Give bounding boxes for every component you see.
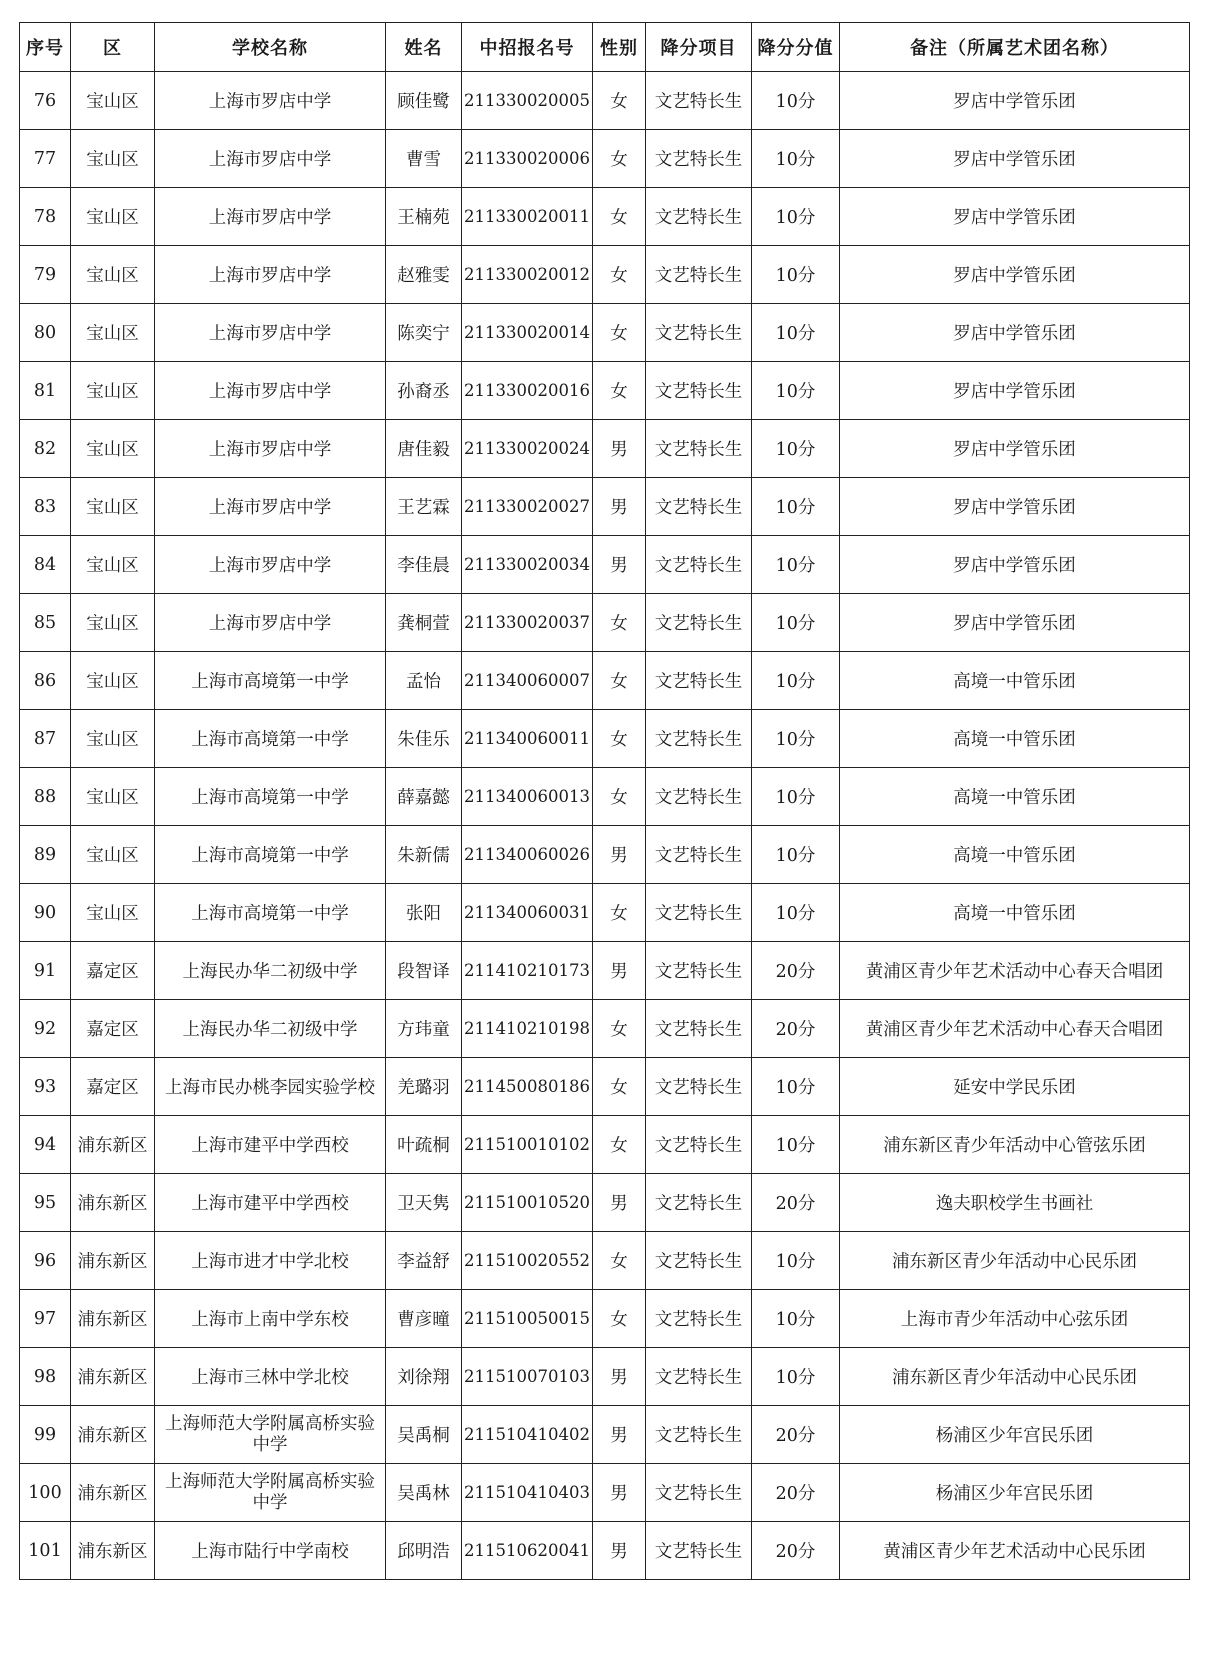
cell-name: 孙裔丞 [386,362,462,420]
cell-reg-no: 211510050015 [462,1290,593,1348]
cell-remark: 高境一中管乐团 [839,652,1189,710]
cell-seq: 77 [20,130,71,188]
table-row [20,362,1190,420]
cell-school: 上海市高境第一中学 [155,884,386,942]
cell-gender: 女 [592,1000,645,1058]
cell-remark: 浦东新区青少年活动中心管弦乐团 [839,1116,1189,1174]
cell-reg-no: 211510020552 [462,1232,593,1290]
cell-points: 20分 [751,1406,839,1464]
cell-district: 宝山区 [71,884,155,942]
cell-gender: 男 [592,1406,645,1464]
cell-reg-no: 211330020005 [462,72,593,130]
cell-school: 上海市罗店中学 [155,478,386,536]
cell-item: 文艺特长生 [645,536,751,594]
cell-name: 叶疏桐 [386,1116,462,1174]
cell-seq: 101 [20,1522,71,1580]
cell-name: 王楠苑 [386,188,462,246]
cell-school: 上海市民办桃李园实验学校 [155,1058,386,1116]
cell-gender: 女 [592,710,645,768]
cell-gender: 女 [592,1058,645,1116]
cell-gender: 女 [592,130,645,188]
cell-seq: 89 [20,826,71,884]
cell-gender: 女 [592,1116,645,1174]
cell-remark: 罗店中学管乐团 [839,130,1189,188]
cell-item: 文艺特长生 [645,1232,751,1290]
cell-item: 文艺特长生 [645,72,751,130]
cell-remark: 杨浦区少年宫民乐团 [839,1464,1189,1522]
cell-remark: 黄浦区青少年艺术活动中心民乐团 [839,1522,1189,1580]
cell-reg-no: 211330020034 [462,536,593,594]
cell-gender: 女 [592,768,645,826]
cell-seq: 97 [20,1290,71,1348]
cell-reg-no: 211340060031 [462,884,593,942]
cell-item: 文艺特长生 [645,304,751,362]
header-row [20,23,1190,72]
cell-district: 宝山区 [71,768,155,826]
table-row [20,942,1190,1000]
cell-points: 20分 [751,942,839,1000]
cell-item: 文艺特长生 [645,362,751,420]
cell-name: 唐佳毅 [386,420,462,478]
table-row [20,304,1190,362]
cell-item: 文艺特长生 [645,1522,751,1580]
cell-points: 10分 [751,1058,839,1116]
cell-district: 宝山区 [71,130,155,188]
cell-remark: 浦东新区青少年活动中心民乐团 [839,1348,1189,1406]
cell-school: 上海市陆行中学南校 [155,1522,386,1580]
cell-points: 10分 [751,130,839,188]
cell-school: 上海市罗店中学 [155,536,386,594]
cell-points: 10分 [751,246,839,304]
cell-remark: 浦东新区青少年活动中心民乐团 [839,1232,1189,1290]
cell-points: 10分 [751,652,839,710]
cell-remark: 罗店中学管乐团 [839,420,1189,478]
cell-school: 上海民办华二初级中学 [155,1000,386,1058]
cell-item: 文艺特长生 [645,1058,751,1116]
table-row [20,536,1190,594]
table-row [20,1406,1190,1464]
table-row [20,826,1190,884]
cell-points: 10分 [751,362,839,420]
cell-name: 孟怡 [386,652,462,710]
cell-name: 刘徐翔 [386,1348,462,1406]
cell-school: 上海市罗店中学 [155,594,386,652]
cell-seq: 76 [20,72,71,130]
cell-school: 上海市罗店中学 [155,304,386,362]
cell-school: 上海市罗店中学 [155,362,386,420]
cell-item: 文艺特长生 [645,1000,751,1058]
cell-reg-no: 211330020037 [462,594,593,652]
cell-gender: 男 [592,420,645,478]
cell-name: 陈奕宁 [386,304,462,362]
cell-seq: 92 [20,1000,71,1058]
cell-item: 文艺特长生 [645,1348,751,1406]
cell-gender: 女 [592,594,645,652]
cell-school: 上海师范大学附属高桥实验中学 [155,1464,386,1522]
cell-seq: 87 [20,710,71,768]
header-seq: 序号 [20,23,71,72]
cell-name: 张阳 [386,884,462,942]
cell-gender: 男 [592,1464,645,1522]
cell-reg-no: 211510010520 [462,1174,593,1232]
cell-school: 上海市高境第一中学 [155,710,386,768]
cell-school: 上海市高境第一中学 [155,652,386,710]
cell-school: 上海市上南中学东校 [155,1290,386,1348]
cell-name: 赵雅雯 [386,246,462,304]
cell-district: 浦东新区 [71,1290,155,1348]
cell-school: 上海民办华二初级中学 [155,942,386,1000]
cell-remark: 罗店中学管乐团 [839,478,1189,536]
cell-school: 上海市罗店中学 [155,246,386,304]
cell-seq: 78 [20,188,71,246]
cell-reg-no: 211330020006 [462,130,593,188]
cell-points: 10分 [751,72,839,130]
cell-remark: 黄浦区青少年艺术活动中心春天合唱团 [839,1000,1189,1058]
cell-points: 20分 [751,1000,839,1058]
cell-points: 20分 [751,1464,839,1522]
cell-points: 10分 [751,594,839,652]
cell-points: 10分 [751,188,839,246]
cell-district: 宝山区 [71,652,155,710]
cell-school: 上海师范大学附属高桥实验中学 [155,1406,386,1464]
cell-seq: 80 [20,304,71,362]
cell-item: 文艺特长生 [645,1464,751,1522]
cell-remark: 黄浦区青少年艺术活动中心春天合唱团 [839,942,1189,1000]
table-row [20,768,1190,826]
cell-seq: 81 [20,362,71,420]
cell-reg-no: 211340060026 [462,826,593,884]
header-district: 区 [71,23,155,72]
cell-remark: 罗店中学管乐团 [839,594,1189,652]
cell-gender: 女 [592,1290,645,1348]
cell-reg-no: 211330020011 [462,188,593,246]
cell-points: 20分 [751,1174,839,1232]
cell-gender: 男 [592,1174,645,1232]
cell-district: 宝山区 [71,304,155,362]
table-row [20,1290,1190,1348]
cell-school: 上海市高境第一中学 [155,826,386,884]
cell-remark: 罗店中学管乐团 [839,536,1189,594]
cell-item: 文艺特长生 [645,1406,751,1464]
cell-item: 文艺特长生 [645,826,751,884]
cell-points: 10分 [751,478,839,536]
cell-name: 王艺霖 [386,478,462,536]
cell-name: 龚桐萱 [386,594,462,652]
cell-district: 宝山区 [71,594,155,652]
cell-remark: 逸夫职校学生书画社 [839,1174,1189,1232]
cell-item: 文艺特长生 [645,420,751,478]
cell-name: 吴禹林 [386,1464,462,1522]
cell-seq: 95 [20,1174,71,1232]
cell-points: 10分 [751,826,839,884]
table-row [20,72,1190,130]
cell-gender: 女 [592,652,645,710]
cell-seq: 88 [20,768,71,826]
cell-item: 文艺特长生 [645,1116,751,1174]
table-row [20,420,1190,478]
cell-reg-no: 211410210173 [462,942,593,1000]
table-row [20,130,1190,188]
cell-gender: 男 [592,1522,645,1580]
table-row [20,1116,1190,1174]
cell-seq: 91 [20,942,71,1000]
cell-item: 文艺特长生 [645,1174,751,1232]
cell-gender: 女 [592,362,645,420]
cell-seq: 100 [20,1464,71,1522]
cell-name: 曹彦曈 [386,1290,462,1348]
table-row [20,884,1190,942]
cell-remark: 罗店中学管乐团 [839,304,1189,362]
cell-seq: 93 [20,1058,71,1116]
cell-reg-no: 211330020024 [462,420,593,478]
cell-points: 10分 [751,1290,839,1348]
cell-seq: 83 [20,478,71,536]
cell-item: 文艺特长生 [645,652,751,710]
cell-district: 宝山区 [71,536,155,594]
table-row [20,594,1190,652]
cell-remark: 高境一中管乐团 [839,826,1189,884]
table-row [20,1464,1190,1522]
cell-item: 文艺特长生 [645,768,751,826]
cell-points: 10分 [751,1348,839,1406]
cell-district: 浦东新区 [71,1522,155,1580]
cell-district: 宝山区 [71,362,155,420]
cell-reg-no: 211340060011 [462,710,593,768]
cell-points: 10分 [751,884,839,942]
cell-points: 10分 [751,420,839,478]
cell-seq: 98 [20,1348,71,1406]
cell-seq: 84 [20,536,71,594]
cell-school: 上海市罗店中学 [155,72,386,130]
header-remark: 备注（所属艺术团名称） [839,23,1189,72]
cell-name: 李益舒 [386,1232,462,1290]
cell-remark: 延安中学民乐团 [839,1058,1189,1116]
cell-district: 宝山区 [71,188,155,246]
cell-seq: 85 [20,594,71,652]
cell-district: 浦东新区 [71,1348,155,1406]
cell-remark: 高境一中管乐团 [839,884,1189,942]
cell-reg-no: 211410210198 [462,1000,593,1058]
cell-item: 文艺特长生 [645,942,751,1000]
cell-school: 上海市罗店中学 [155,420,386,478]
header-school: 学校名称 [155,23,386,72]
cell-points: 10分 [751,768,839,826]
cell-name: 顾佳鹭 [386,72,462,130]
cell-district: 嘉定区 [71,1000,155,1058]
cell-school: 上海市罗店中学 [155,130,386,188]
cell-reg-no: 211510010102 [462,1116,593,1174]
cell-item: 文艺特长生 [645,188,751,246]
cell-points: 10分 [751,304,839,362]
cell-district: 嘉定区 [71,1058,155,1116]
cell-district: 宝山区 [71,478,155,536]
cell-seq: 94 [20,1116,71,1174]
cell-reg-no: 211450080186 [462,1058,593,1116]
cell-district: 嘉定区 [71,942,155,1000]
header-gender: 性别 [592,23,645,72]
cell-school: 上海市建平中学西校 [155,1116,386,1174]
cell-name: 曹雪 [386,130,462,188]
table-row [20,1348,1190,1406]
cell-remark: 罗店中学管乐团 [839,246,1189,304]
cell-district: 宝山区 [71,826,155,884]
table-row [20,1000,1190,1058]
cell-district: 浦东新区 [71,1116,155,1174]
student-table [19,22,1190,1580]
cell-points: 10分 [751,710,839,768]
cell-district: 宝山区 [71,72,155,130]
header-reg-no: 中招报名号 [462,23,593,72]
cell-name: 朱新儒 [386,826,462,884]
cell-name: 薛嘉懿 [386,768,462,826]
cell-seq: 86 [20,652,71,710]
cell-gender: 男 [592,826,645,884]
cell-remark: 杨浦区少年宫民乐团 [839,1406,1189,1464]
cell-reg-no: 211330020027 [462,478,593,536]
cell-reg-no: 211510070103 [462,1348,593,1406]
cell-reg-no: 211510410403 [462,1464,593,1522]
cell-gender: 男 [592,942,645,1000]
cell-district: 宝山区 [71,710,155,768]
cell-reg-no: 211340060007 [462,652,593,710]
cell-reg-no: 211340060013 [462,768,593,826]
table-row [20,1232,1190,1290]
cell-name: 方玮童 [386,1000,462,1058]
cell-item: 文艺特长生 [645,884,751,942]
cell-gender: 男 [592,536,645,594]
cell-district: 浦东新区 [71,1464,155,1522]
cell-district: 浦东新区 [71,1174,155,1232]
cell-gender: 女 [592,1232,645,1290]
cell-remark: 罗店中学管乐团 [839,362,1189,420]
cell-item: 文艺特长生 [645,710,751,768]
cell-district: 宝山区 [71,420,155,478]
cell-remark: 罗店中学管乐团 [839,188,1189,246]
cell-gender: 女 [592,72,645,130]
cell-district: 浦东新区 [71,1232,155,1290]
cell-reg-no: 211330020014 [462,304,593,362]
cell-item: 文艺特长生 [645,1290,751,1348]
header-name: 姓名 [386,23,462,72]
table-row [20,246,1190,304]
cell-remark: 罗店中学管乐团 [839,72,1189,130]
cell-reg-no: 211510620041 [462,1522,593,1580]
cell-name: 朱佳乐 [386,710,462,768]
header-points: 降分分值 [751,23,839,72]
cell-seq: 99 [20,1406,71,1464]
cell-school: 上海市建平中学西校 [155,1174,386,1232]
cell-school: 上海市罗店中学 [155,188,386,246]
cell-seq: 82 [20,420,71,478]
cell-name: 羌璐羽 [386,1058,462,1116]
cell-points: 10分 [751,1116,839,1174]
cell-gender: 女 [592,188,645,246]
table-row [20,478,1190,536]
cell-points: 10分 [751,1232,839,1290]
cell-item: 文艺特长生 [645,594,751,652]
cell-gender: 女 [592,304,645,362]
cell-name: 卫天隽 [386,1174,462,1232]
cell-name: 段智译 [386,942,462,1000]
cell-points: 10分 [751,536,839,594]
table-row [20,1058,1190,1116]
cell-points: 20分 [751,1522,839,1580]
table-row [20,652,1190,710]
cell-district: 宝山区 [71,246,155,304]
cell-name: 邱明浩 [386,1522,462,1580]
cell-item: 文艺特长生 [645,478,751,536]
table-row [20,188,1190,246]
cell-school: 上海市进才中学北校 [155,1232,386,1290]
cell-gender: 女 [592,884,645,942]
cell-remark: 高境一中管乐团 [839,710,1189,768]
cell-seq: 90 [20,884,71,942]
cell-reg-no: 211330020016 [462,362,593,420]
cell-name: 李佳晨 [386,536,462,594]
cell-gender: 男 [592,478,645,536]
cell-item: 文艺特长生 [645,246,751,304]
cell-name: 吴禹桐 [386,1406,462,1464]
cell-gender: 女 [592,246,645,304]
cell-gender: 男 [592,1348,645,1406]
cell-reg-no: 211330020012 [462,246,593,304]
cell-seq: 96 [20,1232,71,1290]
cell-school: 上海市三林中学北校 [155,1348,386,1406]
cell-seq: 79 [20,246,71,304]
cell-district: 浦东新区 [71,1406,155,1464]
table-body [20,72,1190,1580]
header-item: 降分项目 [645,23,751,72]
cell-item: 文艺特长生 [645,130,751,188]
cell-school: 上海市高境第一中学 [155,768,386,826]
cell-remark: 上海市青少年活动中心弦乐团 [839,1290,1189,1348]
cell-reg-no: 211510410402 [462,1406,593,1464]
table-row [20,710,1190,768]
table-row [20,1174,1190,1232]
table-row [20,1522,1190,1580]
cell-remark: 高境一中管乐团 [839,768,1189,826]
